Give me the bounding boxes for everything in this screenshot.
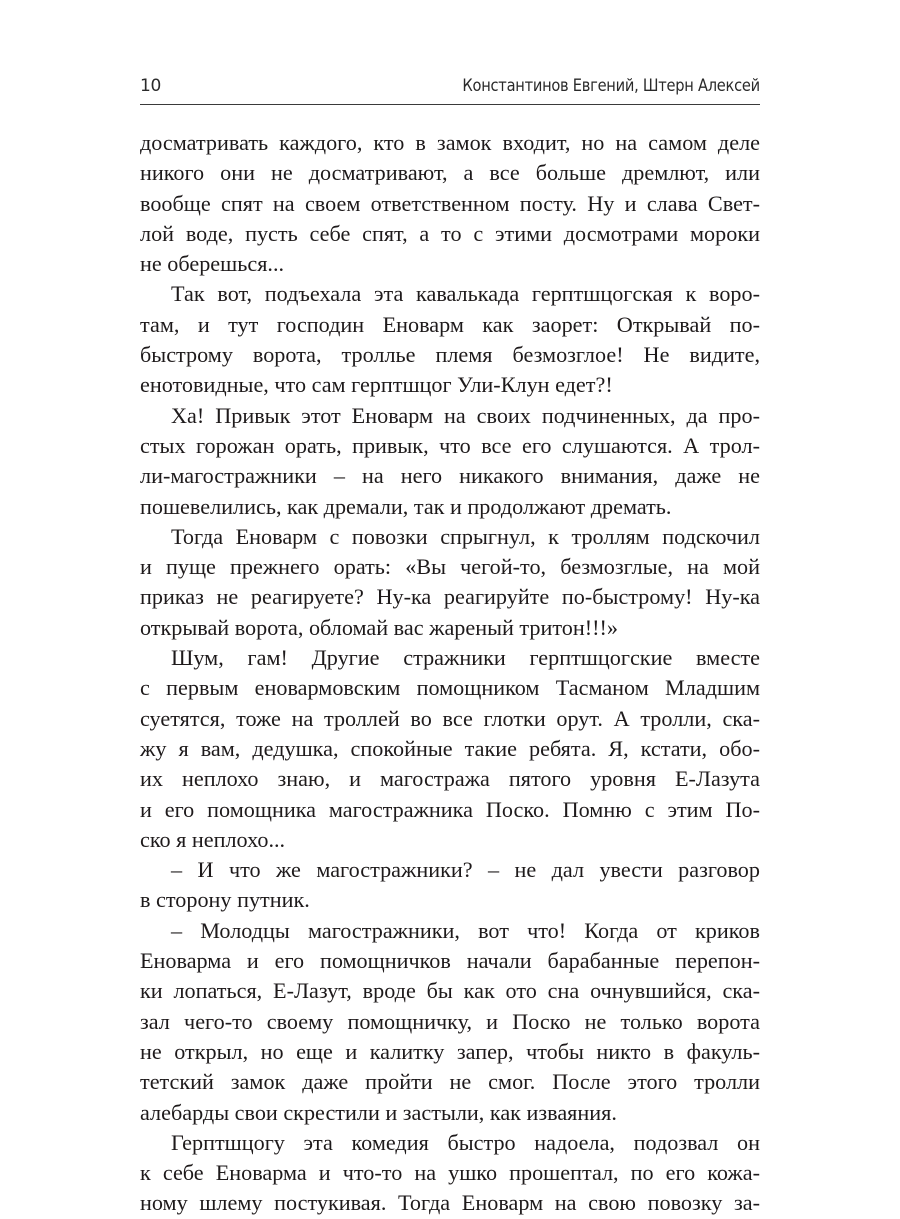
paragraph-first-line: Ха! Привык этот Еноварм на своих подчиненных, да про- [171, 402, 760, 428]
body-text [140, 128, 760, 1219]
text-line: с первым еновармовским помощником Тасманом Младшим [140, 675, 760, 701]
text-line: открывай ворота, обломай вас жареный тритон!!!» [140, 614, 618, 640]
paragraph-first-line: Герптшцогу эта комедия быстро надоела, подозвал он [171, 1129, 760, 1155]
text-line: пошевелились, как дремали, так и продолжают дремать. [140, 493, 672, 519]
text-line: вообще спят на своем ответственном посту. Ну и слава Свет- [140, 190, 760, 216]
text-line: там, и тут господин Еноварм как заорет: Открывай по- [140, 311, 760, 337]
text-line: в сторону путник. [140, 887, 310, 913]
text-line: зал чего-то своему помощничку, и Поско не только ворота [140, 1008, 760, 1034]
running-head [140, 74, 760, 102]
text-line: быстрому ворота, троллье племя безмозглое! Не видите, [140, 342, 760, 368]
text-line: никого они не досматривают, а все больше дремлют, или [140, 160, 760, 186]
text-line: ли-магостражники – на него никакого внимания, даже не [140, 463, 760, 489]
text-line: тетский замок даже пройти не смог. После этого тролли [140, 1069, 760, 1095]
text-line: жу я вам, дедушка, спокойные такие ребята. Я, кстати, обо- [140, 735, 760, 761]
text-line: енотовидные, что сам герптшцог Ули-Клун едет?! [140, 372, 613, 398]
text-line: и пуще прежнего орать: «Вы чегой-то, безмозглые, на мой [140, 554, 760, 580]
text-line: приказ не реагируете? Ну-ка реагируйте по-быстрому! Ну-ка [140, 584, 760, 610]
text-line: суетятся, тоже на троллей во все глотки орут. А тролли, ска- [140, 705, 760, 731]
paragraph-first-line: Шум, гам! Другие стражники герптшцогские вместе [171, 645, 760, 671]
page-number: 10 [140, 76, 162, 96]
text-line: ки лопаться, Е-Лазут, вроде бы как ото сна очнувшийся, ска- [140, 978, 760, 1004]
text-line: алебарды свои скрестили и застыли, как изваяния. [140, 1099, 617, 1125]
paragraph-first-line: Так вот, подъехала эта кавалькада герптшцогская к воро- [171, 281, 760, 307]
running-title: Константинов Евгений, Штерн Алексей [462, 76, 760, 96]
text-line: их неплохо знаю, и магостража пятого уровня Е-Лазута [140, 766, 760, 792]
text-line: и его помощника магостражника Поско. Помню с этим По- [140, 796, 760, 822]
text-line: досматривать каждого, кто в замок входит, но на самом деле [140, 130, 760, 155]
text-line: стых горожан орать, привык, что все его слушаются. А трол- [140, 432, 760, 458]
paragraph-first-line: Тогда Еноварм с повозки спрыгнул, к троллям подскочил [171, 523, 760, 549]
paragraph-first-line: – И что же магостражники? – не дал увести разговор [171, 857, 760, 883]
header-divider [140, 104, 760, 105]
text-line: не открыл, но еще и калитку запер, чтобы никто в факуль- [140, 1038, 760, 1064]
text-line: не оберешься... [140, 251, 285, 277]
text-line: лой воде, пусть себе спят, а то с этими досмотрами мороки [140, 220, 760, 246]
text-line: ско я неплохо... [140, 826, 286, 852]
paragraph-first-line: – Молодцы магостражники, вот что! Когда от криков [171, 917, 760, 943]
text-line: ному шлему постукивая. Тогда Еноварм на свою повозку за- [140, 1190, 760, 1216]
text-line: к себе Еноварма и что-то на ушко прошептал, по его кожа- [140, 1160, 760, 1186]
text-line: Еноварма и его помощничков начали барабанные перепон- [140, 948, 760, 974]
